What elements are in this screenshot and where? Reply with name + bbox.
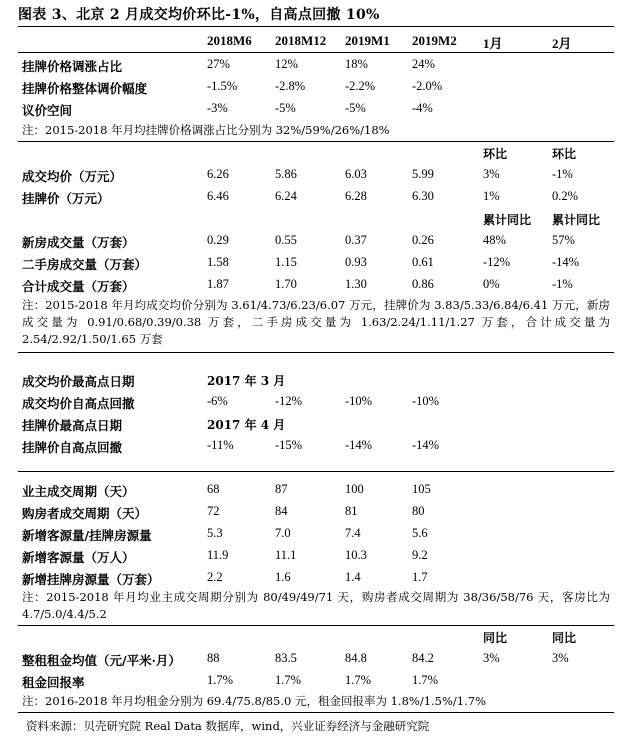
- cell: 6.26: [207, 167, 229, 181]
- cell: 18%: [345, 57, 368, 71]
- cell: 2.2: [207, 570, 223, 584]
- cell: 1.58: [207, 255, 229, 269]
- sub-header-row: [0, 143, 630, 165]
- cell: 1.6: [275, 570, 291, 584]
- cell: 83.5: [275, 651, 297, 665]
- header-2018m6: 2018M6: [207, 33, 252, 48]
- cell: 27%: [207, 57, 230, 71]
- sub-header-row: [0, 209, 630, 231]
- section-rule: [18, 141, 614, 142]
- table-row: [0, 77, 630, 99]
- cell: 5.86: [275, 167, 297, 181]
- header-2018m12: 2018M12: [275, 33, 327, 48]
- cell: -1%: [552, 277, 573, 291]
- cell: -11%: [207, 438, 234, 452]
- table-row: [0, 99, 630, 121]
- cell: 6.03: [345, 167, 367, 181]
- cell: 5.6: [412, 526, 428, 540]
- header-rule: [18, 52, 614, 53]
- cell: -14%: [345, 438, 373, 452]
- cell: 72: [207, 504, 220, 518]
- sub-header: 累计同比: [552, 213, 601, 227]
- section-note: 注：2015-2018 年月均业主成交周期分别为 80/49/49/71 天，购房者成交周期为 38/36/58/76 天，客房比为 4.7/5.0/4.4/5.2: [22, 590, 610, 621]
- cell: -12%: [483, 255, 511, 269]
- row-label: 新增挂牌房源量（万套）: [22, 572, 160, 587]
- sub-header: 累计同比: [483, 213, 532, 227]
- cell: 0.93: [345, 255, 367, 269]
- cell: -10%: [412, 394, 440, 408]
- cell: -10%: [345, 394, 373, 408]
- source-note: 资料来源：贝壳研究院 Real Data 数据库，wind，兴业证券经济与金融研究院: [26, 719, 430, 733]
- cell: 5.99: [412, 167, 434, 181]
- cell: 84.2: [412, 651, 434, 665]
- header-feb: 2月: [552, 36, 572, 51]
- cell: 0.86: [412, 277, 434, 291]
- cell: 0%: [483, 277, 500, 291]
- cell: -5%: [275, 101, 296, 115]
- table-row: [0, 370, 630, 392]
- sub-header: 同比: [483, 631, 508, 645]
- cell: 5.3: [207, 526, 223, 540]
- sub-header: 环比: [552, 147, 577, 161]
- row-label: 新增客源量（万人）: [22, 550, 135, 565]
- cell: 1.87: [207, 277, 229, 291]
- row-label: 购房者成交周期（天）: [22, 506, 148, 521]
- cell: -6%: [207, 394, 228, 408]
- cell: 81: [345, 504, 358, 518]
- table-row: [0, 524, 630, 546]
- cell: 3%: [552, 651, 569, 665]
- header-2019m2: 2019M2: [412, 33, 457, 48]
- section-note: 注：2015-2018 年月均挂牌价格调涨占比分别为 32%/59%/26%/18%: [22, 123, 390, 137]
- cell: 3%: [483, 651, 500, 665]
- cell: -5%: [345, 101, 366, 115]
- sub-header: 同比: [552, 631, 577, 645]
- row-label: 挂牌价格整体调价幅度: [22, 81, 148, 96]
- cell: 1.4: [345, 570, 361, 584]
- cell: 0.2%: [552, 189, 579, 203]
- table-row: [0, 414, 630, 436]
- table-row: [0, 546, 630, 568]
- top-rule: [18, 26, 614, 27]
- row-label: 整租租金均值（元/平米·月）: [22, 653, 181, 668]
- row-label: 挂牌价（万元）: [22, 191, 110, 206]
- cell: 1.15: [275, 255, 297, 269]
- table-row: [0, 253, 630, 275]
- row-label: 业主成交周期（天）: [22, 484, 135, 499]
- cell: 100: [345, 482, 364, 496]
- row-label: 成交均价自高点回撤: [22, 396, 135, 411]
- cell: 7.4: [345, 526, 361, 540]
- cell: 6.24: [275, 189, 297, 203]
- cell: 1.7%: [412, 673, 439, 687]
- row-label: 成交均价最高点日期: [22, 374, 135, 389]
- cell: 7.0: [275, 526, 291, 540]
- table-row: [0, 502, 630, 524]
- table-title: 图表 3、北京 2 月成交均价环比-1%，自高点回撤 10%: [18, 7, 380, 23]
- table-row: [0, 55, 630, 77]
- cell: 0.29: [207, 233, 229, 247]
- section-note: 注：2015-2018 年月均成交均价分别为 3.61/4.73/6.23/6.07 万元，挂牌价为 3.83/5.33/6.84/6.41 万元，新房成交量为 0.91/0.68/0.39/0.38 万套，二手房成交量为 1.63/2.24/1.11/1.27 万套，合计成交量为 2.54/2.92/1.50/1.65 万套: [22, 298, 610, 346]
- cell: -4%: [412, 101, 433, 115]
- cell: 1%: [483, 189, 500, 203]
- cell: 6.28: [345, 189, 367, 203]
- cell: -2.8%: [275, 79, 306, 93]
- cell: -1%: [552, 167, 573, 181]
- cell: -15%: [275, 438, 303, 452]
- cell: -14%: [412, 438, 440, 452]
- cell: 0.61: [412, 255, 434, 269]
- row-label: 合计成交量（万套）: [22, 279, 135, 294]
- row-label: 新增客源量/挂牌房源量: [22, 528, 152, 543]
- cell: 84.8: [345, 651, 367, 665]
- sub-header-row: [0, 627, 630, 649]
- section-rule: [18, 625, 614, 626]
- table-row: [0, 568, 630, 590]
- cell: 11.1: [275, 548, 297, 562]
- cell: 88: [207, 651, 220, 665]
- cell: 0.26: [412, 233, 434, 247]
- cell: 6.30: [412, 189, 434, 203]
- cell: 1.70: [275, 277, 297, 291]
- section-rule: [18, 352, 614, 353]
- cell: 9.2: [412, 548, 428, 562]
- row-label: 新房成交量（万套）: [22, 235, 135, 250]
- header-2019m1: 2019M1: [345, 33, 390, 48]
- cell: 10.3: [345, 548, 367, 562]
- cell: 3%: [483, 167, 500, 181]
- header-jan: 1月: [483, 36, 503, 51]
- cell: -3%: [207, 101, 228, 115]
- table-row: [0, 165, 630, 187]
- table-row: [0, 231, 630, 253]
- row-label: 成交均价（万元）: [22, 169, 123, 184]
- cell: 105: [412, 482, 431, 496]
- cell: -12%: [275, 394, 303, 408]
- row-label: 挂牌价最高点日期: [22, 418, 123, 433]
- table-row: [0, 649, 630, 671]
- table-row: [0, 671, 630, 693]
- table-row: [0, 187, 630, 209]
- bottom-rule: [18, 712, 614, 713]
- row-label: 二手房成交量（万套）: [22, 257, 148, 272]
- cell: 48%: [483, 233, 506, 247]
- cell: 1.30: [345, 277, 367, 291]
- cell: -2.2%: [345, 79, 376, 93]
- cell: 11.9: [207, 548, 229, 562]
- cell: 1.7%: [207, 673, 234, 687]
- table-row: [0, 392, 630, 414]
- cell: 6.46: [207, 189, 229, 203]
- cell: 1.7%: [345, 673, 372, 687]
- cell: -1.5%: [207, 79, 238, 93]
- cell: 24%: [412, 57, 435, 71]
- cell: 0.37: [345, 233, 367, 247]
- cell: 1.7%: [275, 673, 302, 687]
- cell: 57%: [552, 233, 575, 247]
- table-row: [0, 480, 630, 502]
- cell: 1.7: [412, 570, 428, 584]
- merged-cell: 2017 年 3 月: [207, 374, 286, 388]
- section-note: 注：2016-2018 年月均租金分别为 69.4/75.8/85.0 元，租金回报率为 1.8%/1.5%/1.7%: [22, 694, 487, 708]
- sub-header: 环比: [483, 147, 508, 161]
- cell: 68: [207, 482, 220, 496]
- cell: 87: [275, 482, 288, 496]
- cell: 84: [275, 504, 288, 518]
- cell: -14%: [552, 255, 580, 269]
- row-label: 挂牌价自高点回撤: [22, 440, 123, 455]
- row-label: 挂牌价格调涨占比: [22, 59, 123, 74]
- cell: -2.0%: [412, 79, 443, 93]
- merged-cell: 2017 年 4 月: [207, 418, 286, 432]
- row-label: 议价空间: [22, 103, 73, 118]
- cell: 0.55: [275, 233, 297, 247]
- cell: 80: [412, 504, 425, 518]
- cell: 12%: [275, 57, 298, 71]
- table-row: [0, 275, 630, 297]
- row-label: 租金回报率: [22, 675, 85, 690]
- section-rule: [18, 471, 614, 472]
- table-row: [0, 436, 630, 458]
